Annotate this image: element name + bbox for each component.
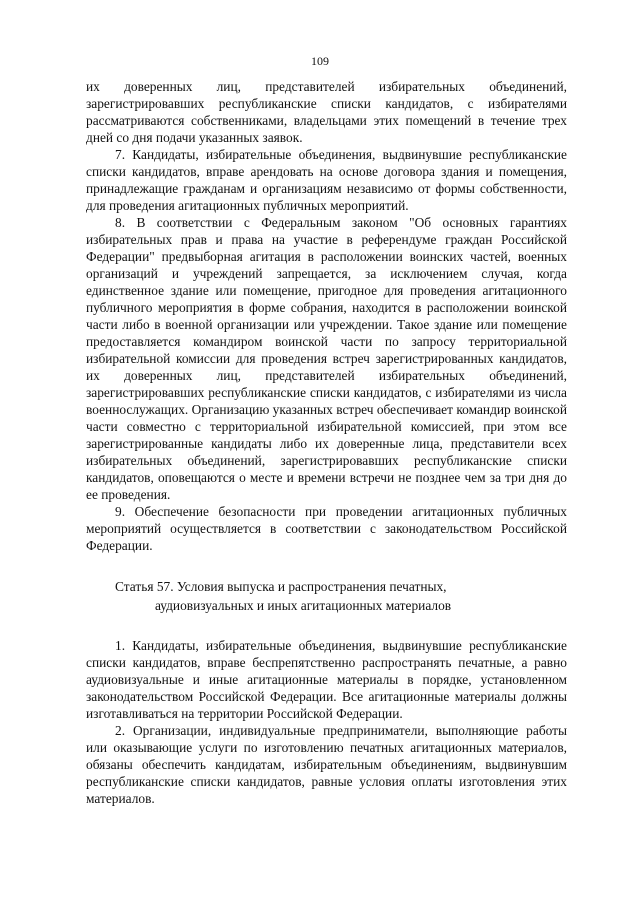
paragraph-8: 8. В соответствии с Федеральным законом "Об основных гарантиях избирательных прав и права на участие в референдуме граждан Российской Федерации" предвыборная агитация в расположении воинских частей, военных организаций и учреждений запрещается, за исключением случая, когда единственное здание или помещение, пригодное для проведения агитационного публичного мероприятия в форме собрания, находится в расположении воинской части либо в военной организации или учреждении. Такое здание или помещение предоставляется командиром воинской части по запросу территориальной избирательной комиссии для проведения встреч зарегистрированных кандидатов, их доверенных лиц, представителей избирательных объединений, зарегистрировавших республиканские списки кандидатов, с избирателями из числа военнослужащих. Организацию указанных встреч обеспечивает командир воинской части совместно с территориальной избирательной комиссией, при этом все зарегистрированные кандидаты либо их доверенные лица, представители всех избирательных объединений, зарегистрировавших республиканские списки кандидатов, оповещаются о месте и времени встречи не позднее чем за три дня до ее проведения.: [86, 215, 567, 502]
page-number: 109: [311, 54, 329, 68]
article-paragraph-2: 2. Организации, индивидуальные предприниматели, выполняющие работы или оказывающие услуги по изготовлению печатных агитационных материалов, обязаны обеспечить кандидатам, избирательным объединениям, выдвинувшим республиканские списки кандидатов, равные условия оплаты изготовления этих материалов.: [86, 723, 567, 806]
paragraph-continuation: их доверенных лиц, представителей избирательных объединений, зарегистрировавших республиканские списки кандидатов, с избирателями рассматриваются собственниками, владельцами этих помещений в течение трех дней со дня подачи указанных заявок.: [86, 79, 567, 145]
article-paragraph-1: 1. Кандидаты, избирательные объединения, выдвинувшие республиканские списки кандидатов, вправе беспрепятственно распространять печатные, а равно аудиовизуальные и иные агитационные материалы в порядке, установленном законодательством Российской Федерации. Все агитационные материалы должны изготавливаться на территории Российской Федерации.: [86, 638, 567, 721]
article-heading-line-2: аудиовизуальных и иных агитационных материалов: [155, 598, 452, 613]
paragraph-9: 9. Обеспечение безопасности при проведении агитационных публичных мероприятий осуществляется в соответствии с законодательством Российской Федерации.: [86, 504, 567, 553]
document-body: [86, 78, 567, 807]
article-57-heading: [86, 577, 567, 615]
article-heading-line-1: Статья 57. Условия выпуска и распространения печатных,: [115, 579, 447, 594]
paragraph-7: 7. Кандидаты, избирательные объединения, выдвинувшие республиканские списки кандидатов, вправе арендовать на основе договора здания и помещения, принадлежащие гражданам и организациям независимо от формы собственности, для проведения агитационных публичных мероприятий.: [86, 147, 567, 213]
